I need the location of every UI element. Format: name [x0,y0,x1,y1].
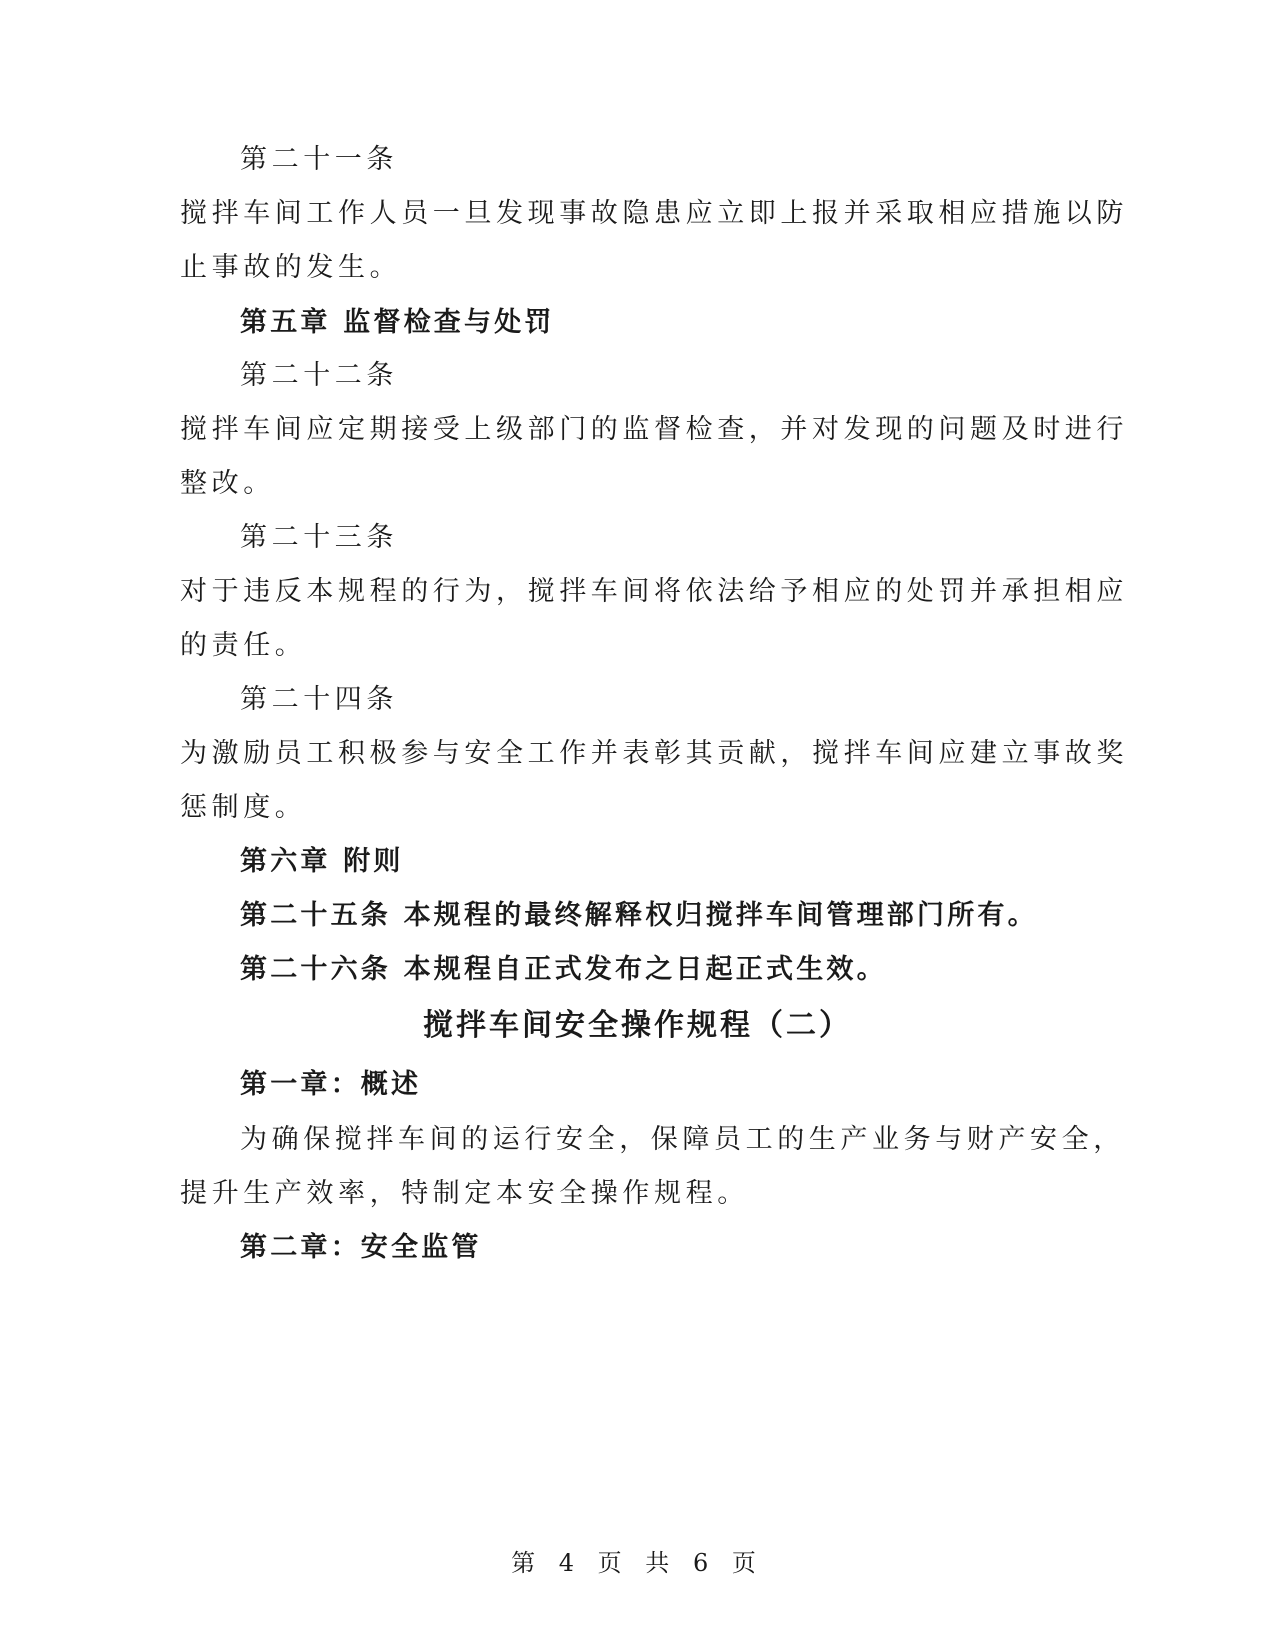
article-25: 第二十五条 本规程的最终解释权归搅拌车间管理部门所有。 [240,900,1038,931]
section-1-heading: 第一章：概述 [240,1069,422,1100]
article-24-text-line-2: 惩制度。 [180,792,307,823]
article-23-heading: 第二十三条 [240,522,398,553]
article-22-text-line-2: 整改。 [180,468,275,499]
chapter-6-heading: 第六章 附则 [240,846,404,877]
article-26: 第二十六条 本规程自正式发布之日起正式生效。 [240,954,887,985]
page-footer: 第 4 页 共 6 页 [511,1549,764,1577]
document-title-part-2: 搅拌车间安全操作规程（二） [423,1008,852,1043]
section-2-heading: 第二章：安全监管 [240,1232,482,1263]
article-22-heading: 第二十二条 [240,360,398,391]
article-21-text-line-2: 止事故的发生。 [180,252,402,283]
article-24-text-line-1: 为激励员工积极参与安全工作并表彰其贡献，搅拌车间应建立事故奖 [180,738,1128,769]
article-21-heading: 第二十一条 [240,144,398,175]
section-1-text-line-2: 提升生产效率，特制定本安全操作规程。 [180,1178,749,1209]
section-1-text-line-1: 为确保搅拌车间的运行安全，保障员工的生产业务与财产安全， [240,1124,1125,1155]
chapter-5-heading: 第五章 监督检查与处罚 [240,307,555,338]
article-24-heading: 第二十四条 [240,684,398,715]
article-21-text-line-1: 搅拌车间工作人员一旦发现事故隐患应立即上报并采取相应措施以防 [180,198,1128,229]
article-23-text-line-1: 对于违反本规程的行为，搅拌车间将依法给予相应的处罚并承担相应 [180,576,1128,607]
article-22-text-line-1: 搅拌车间应定期接受上级部门的监督检查，并对发现的问题及时进行 [180,414,1128,445]
article-23-text-line-2: 的责任。 [180,630,307,661]
